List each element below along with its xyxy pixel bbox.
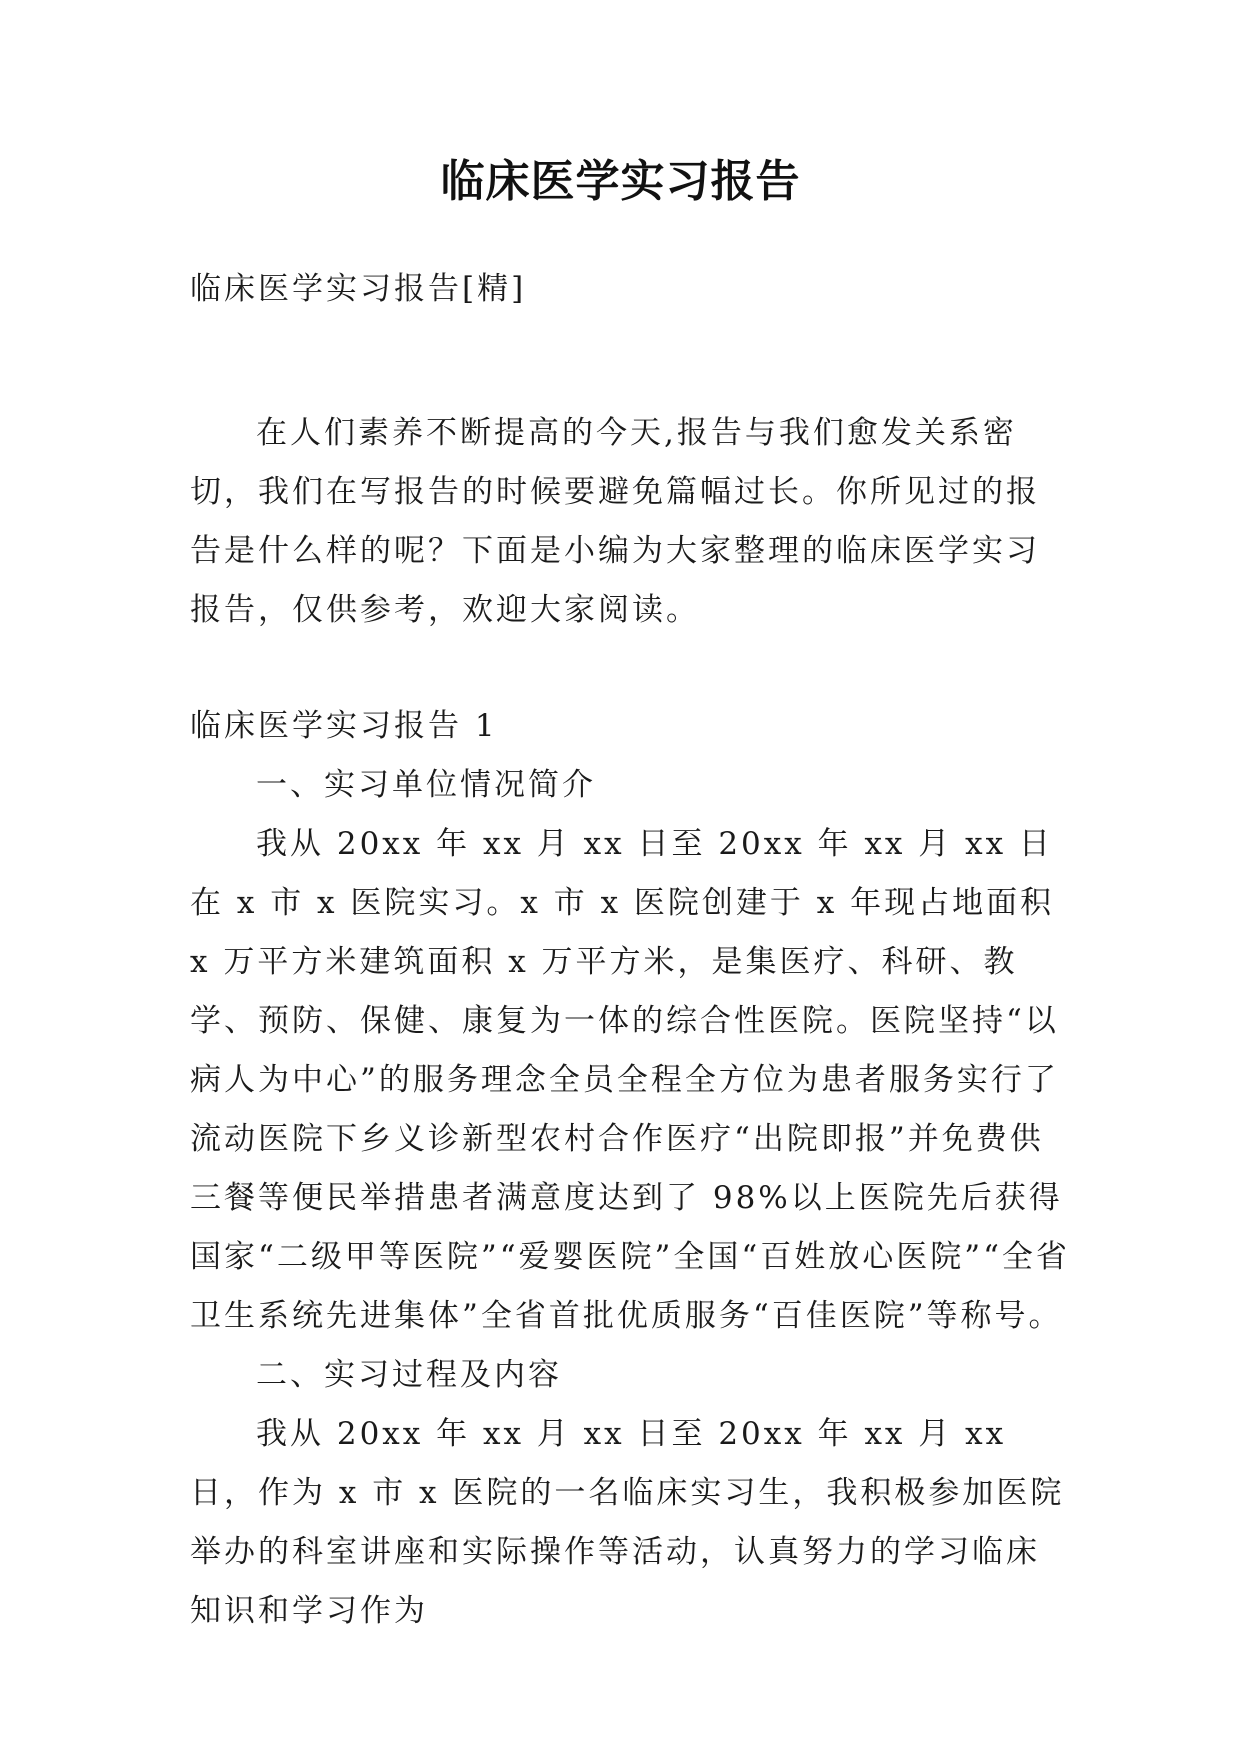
intro-block [190,404,1070,640]
section1-heading: 一、实习单位情况简介 [256,767,596,803]
section1-paragraph: 我从 20xx 年 xx 月 xx 日至 20xx 年 xx 月 xx 日在 x 市 x 医院实习。x 市 x 医院创建于 x 年现占地面积 x 万平方米建筑面积 x 万平方米，是集医疗、科研、教学、预防、保健、康复为一体的综合性医院。医院坚持“以病人为中心”的服务理念全员全程全方位为患者服务实行了流动医院下乡义诊新型农村合作医疗“出院即报”并免费供三餐等便民举措患者满意度达到了 98%以上医院先后获得国家“二级甲等医院”“爱婴医院”全国“百姓放心医院”“全省卫生系统先进集体”全省首批优质服务“百佳医院”等称号。 [190,826,1070,1334]
section2-paragraph: 我从 20xx 年 xx 月 xx 日至 20xx 年 xx 月 xx 日，作为 x 市 x 医院的一名临床实习生，我积极参加医院举办的科室讲座和实际操作等活动，认真努力的学习临床知识和学习作为 [190,1416,1065,1629]
report1-title: 临床医学实习报告 1 [190,708,498,744]
section2-heading: 二、实习过程及内容 [256,1357,562,1393]
report1-block [190,697,1070,1641]
document-subtitle: 临床医学实习报告[精] [190,271,527,307]
document-title: 临床医学实习报告 [440,156,801,207]
intro-paragraph: 在人们素养不断提高的今天,报告与我们愈发关系密切，我们在写报告的时候要避免篇幅过长。你所见过的报告是什么样的呢？下面是小编为大家整理的临床医学实习报告，仅供参考，欢迎大家阅读。 [190,415,1040,628]
